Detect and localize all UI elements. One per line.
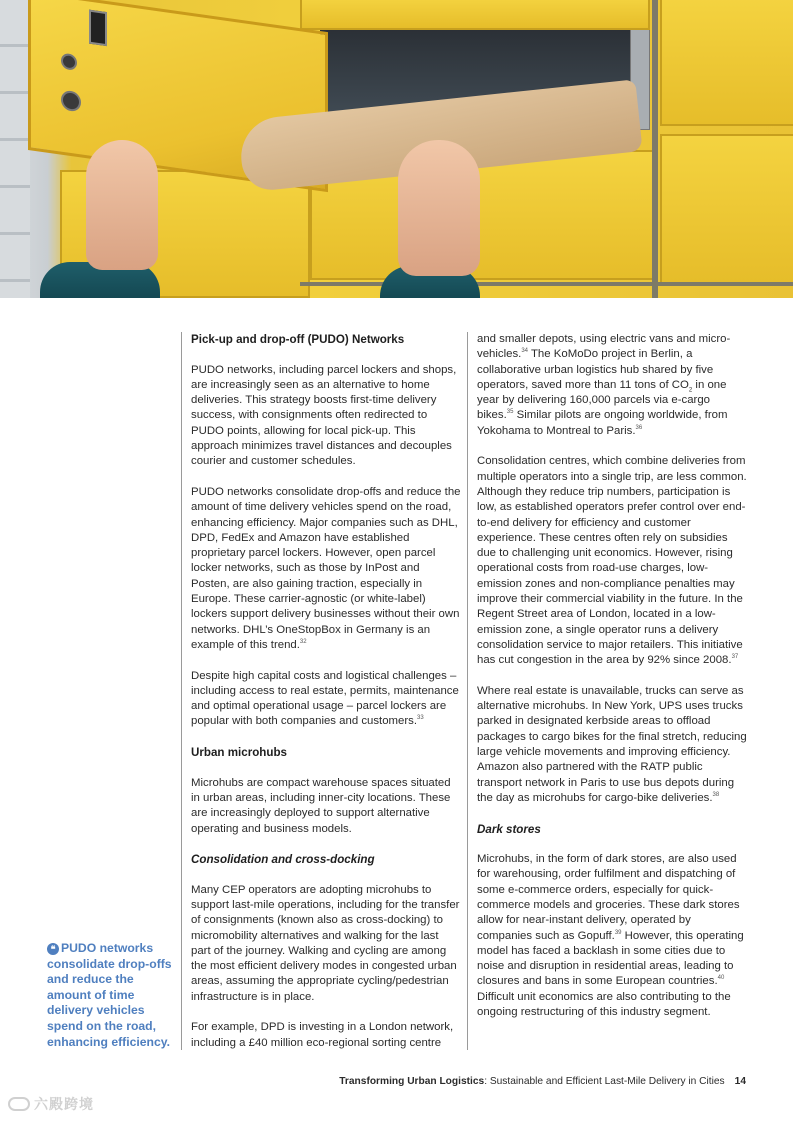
photo-locker-compartment	[300, 0, 650, 30]
microhubs-heading: Urban microhubs	[191, 746, 287, 760]
pudo-heading: Pick-up and drop-off (PUDO) Networks	[191, 333, 405, 346]
footnote-ref: 35	[506, 409, 514, 416]
photo-door-knob	[61, 53, 77, 71]
dark-stores-heading: Dark stores	[477, 822, 541, 836]
photo-wall	[0, 0, 30, 298]
photo-locker-gap	[652, 0, 658, 298]
continuation-paragraph	[477, 332, 749, 439]
pull-quote-text: PUDO networks consolidate drop-offs and reduce the amount of time delivery vehicles spend on the road, enhancing efficiency.	[47, 941, 172, 1049]
page-footer	[339, 1076, 746, 1087]
continuation-text-a: and smaller depots, using electric vans and micro-vehicles.	[477, 333, 731, 361]
footer-title-bold: Transforming Urban Logistics	[339, 1076, 485, 1087]
photo-hand-left	[86, 140, 158, 270]
left-column	[191, 332, 461, 1066]
footnote-ref: 34	[521, 348, 529, 355]
dark-stores-text-b: However, this operating model has faced a backlash in some cities due to noise and disruption in residential areas, leading to closures and bans in some European countries.	[477, 929, 744, 988]
photo-hand-right	[398, 140, 480, 276]
footnote-ref: 37	[731, 654, 739, 661]
watermark-logo-icon	[8, 1097, 30, 1111]
hero-photo-parcel-locker	[0, 0, 793, 298]
footer-title-rest: : Sustainable and Efficient Last-Mile Delivery in Cities	[484, 1076, 725, 1087]
watermark	[8, 1094, 94, 1114]
dark-stores-paragraph	[477, 852, 749, 1020]
consolidation-paragraph-1: Many CEP operators are adopting microhubs to support last-mile operations, including for the transfer of consignments (known also as cross-docking) to micromobility alternatives and walking for the last part of the journey. Walking and cycling are among the most efficient delivery modes in congested urban areas, assuming the appropriate cycling/pedestrian infrastructure is in place.	[191, 883, 460, 1003]
photo-locker-gap	[300, 282, 793, 286]
footnote-ref: 33	[417, 715, 424, 722]
trucks-paragraph	[477, 684, 749, 806]
pull-quote	[47, 941, 173, 1050]
photo-locker-compartment	[660, 134, 793, 284]
photo-locker-compartment	[660, 0, 793, 126]
watermark-text: 六殿跨境	[34, 1096, 94, 1112]
subscript-two: 2	[688, 387, 693, 394]
pudo-paragraph-3	[191, 669, 461, 730]
pudo-paragraph-3-text: Despite high capital costs and logistical challenges – including access to real estate, permits, maintenance and optimal operational usage – parcel lockers are popular with both companies and customers.	[191, 669, 459, 728]
continuation-text-d: Similar pilots are ongoing worldwide, from Yokohama to Montreal to Paris.	[477, 409, 728, 437]
footnote-ref: 39	[614, 929, 622, 936]
consolidation-centres-paragraph	[477, 454, 749, 668]
page-number: 14	[734, 1076, 746, 1087]
microhubs-paragraph: Microhubs are compact warehouse spaces situated in urban areas, including inner-city locations. These are increasingly deployed to support alternative operating and business models.	[191, 776, 451, 835]
photo-door-knob	[61, 90, 81, 113]
continuation-text-c: in one year by delivering 160,000 parcels via e-cargo bikes.	[477, 378, 727, 422]
footnote-ref: 32	[299, 639, 307, 646]
consolidation-centres-text: Consolidation centres, which combine deliveries from multiple operators into a single trip, are less common. Although they reduce trip numbers, participation is low, as established operators prefer control over end-to-end delivery for efficiency and customer experience. These centres often rely on subsidies due to challenging unit economics. However, rising operational costs from road-use charges, low-emission zones and non-compliance penalties may improve their commercial viability in the future. In the Regent Street area of London, located in a low-emission zone, a single operator runs a delivery consolidation service to major retailers. This initiative has cut congestion in the area by 92% since 2008.	[477, 455, 747, 667]
footnote-ref: 40	[717, 975, 725, 982]
footnote-ref: 38	[712, 792, 720, 799]
pudo-paragraph-2-text: PUDO networks consolidate drop-offs and reduce the amount of time delivery vehicles spend on the road, enhancing efficiency. Major companies such as DHL, DPD, FedEx and Amazon have established proprietary parcel lockers. However, open parcel locker networks, such as those by InPost and Posten, are also gaining traction, especially in Europe. These carrier-agnostic (or white-label) lockers support delivery businesses without their own networks. DHL’s OneStopBox in Germany is an example of this trend.	[191, 485, 461, 651]
footnote-ref: 36	[635, 424, 643, 431]
column-divider-right	[467, 332, 468, 1050]
pudo-paragraph-2	[191, 485, 461, 653]
photo-door-slot	[89, 10, 107, 47]
right-column	[477, 332, 749, 1036]
pudo-paragraph-1: PUDO networks, including parcel lockers and shops, are increasingly seen as an alternative to home deliveries. This strategy boosts first-time delivery success, with consignments often redirected to PUDO points, allowing for local pick-up. This approach minimizes travel distances and decouples courier and customer schedules.	[191, 363, 457, 468]
dark-stores-text-c: Difficult unit economics are also contributing to the ongoing restructuring of this industry segment.	[477, 990, 731, 1019]
dark-stores-text-a: Microhubs, in the form of dark stores, are also used for warehousing, order fulfilment and dispatching of some e-commerce orders, especially for quick-commerce models and groceries. These dark stores allow for near-instant delivery, operated by companies such as Gopuff.	[477, 853, 740, 942]
quote-icon: ❝	[47, 943, 59, 955]
column-divider-left	[181, 332, 182, 1050]
consolidation-heading: Consolidation and cross-docking	[191, 853, 375, 867]
consolidation-paragraph-2: For example, DPD is investing in a London network, including a £40 million eco-regional sorting centre	[191, 1021, 454, 1049]
trucks-text: Where real estate is unavailable, trucks can serve as alternative microhubs. In New York, UPS uses trucks parked in designated kerbside areas to offload packages to cargo bikes for the final stretch, reducing large vehicle movements and improving efficiency. Amazon also partnered with the RATP public transport network in Paris to use bus depots during the day as microhubs for cargo-bike deliveries.	[477, 684, 747, 804]
continuation-text-b: The KoMoDo project in Berlin, a collaborative urban logistics hub shared by five operators, saved more than 11 tons of CO	[477, 348, 714, 391]
